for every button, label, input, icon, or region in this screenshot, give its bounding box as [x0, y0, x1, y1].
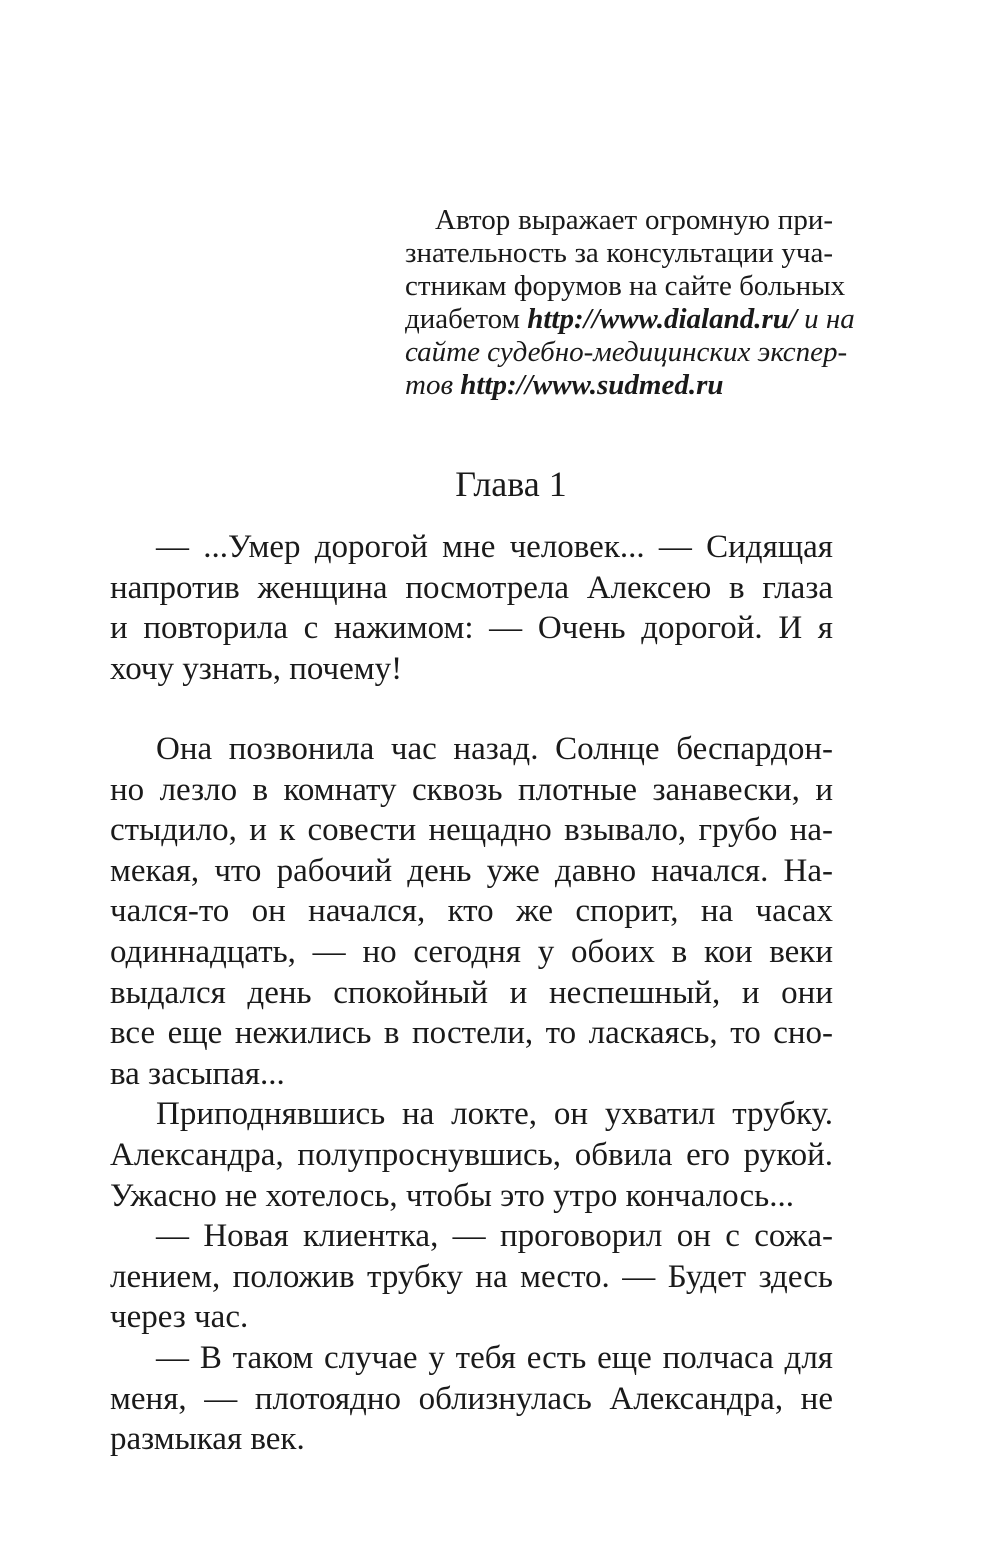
text-line: но лезло в комнату сквозь плотные занавески, и: [110, 771, 833, 808]
acknowledgement-line: стникам форумов на сайте больных: [405, 270, 846, 302]
text-line: — ...Умер дорогой мне человек... — Сидящая: [156, 529, 833, 565]
text-line: хочу узнать, почему!: [110, 650, 403, 687]
text-line: меня, — плотоядно облизнулась Александра, не: [110, 1380, 833, 1417]
paragraph: [110, 1216, 833, 1338]
text-line: — Новая клиентка, — проговорил он с сожа-: [156, 1218, 833, 1255]
paragraph: [110, 1338, 833, 1460]
text-line: и повторила с нажимом: — Очень дорогой. И я: [110, 610, 833, 647]
chapter-title: Глава 1: [455, 464, 567, 504]
acknowledgement-text: тов: [405, 369, 454, 401]
text-line: Приподнявшись на локте, он ухватил трубку.: [156, 1096, 833, 1133]
text-line: лением, положив трубку на место. — Будет здесь: [110, 1258, 833, 1295]
paragraph: [110, 527, 833, 689]
acknowledgement-line: знательность за консультации уча-: [405, 237, 833, 269]
text-line: Она позвонила час назад. Солнце беспардон-: [156, 731, 833, 767]
text-line: мекая, что рабочий день уже давно начался. На-: [110, 852, 833, 889]
text-line: — В таком случае у тебя есть еще полчаса для: [156, 1339, 833, 1376]
text-line: ва засыпая...: [110, 1055, 285, 1092]
dialand-url: http://www.dialand.ru/: [527, 303, 797, 335]
sudmed-url: http://www.sudmed.ru: [460, 369, 724, 401]
acknowledgement-block: [405, 204, 855, 402]
acknowledgement-line: Автор выражает огромную при-: [435, 204, 833, 236]
text-line: чался-то он начался, кто же спорит, на часах: [110, 893, 833, 930]
text-line: напротив женщина посмотрела Алексею в глаза: [110, 569, 833, 606]
acknowledgement-line: [405, 369, 833, 402]
text-line: Александра, полупроснувшись, обвила его рукой.: [110, 1136, 833, 1173]
text-line: одиннадцать, — но сегодня у обоих в кои веки: [110, 933, 833, 970]
acknowledgement-text: диабетом: [405, 303, 520, 335]
text-line: все еще нежились в постели, то ласкаясь, то сно-: [110, 1015, 833, 1052]
text-line: выдался день спокойный и неспешный, и они: [110, 974, 833, 1011]
paragraph: [110, 729, 833, 1094]
text-line: размыкая век.: [110, 1421, 305, 1458]
text-block-dialogue: [110, 527, 833, 689]
acknowledgement-text: и на: [804, 303, 855, 335]
text-line: стыдило, и к совести нещадно взывало, грубо на-: [110, 812, 833, 849]
text-line: Ужасно не хотелось, чтобы это утро кончалось...: [110, 1177, 794, 1214]
text-block-narrative: [110, 729, 833, 1460]
acknowledgement-line: [405, 303, 855, 336]
paragraph: [110, 1094, 833, 1216]
acknowledgement-line: сайте судебно-медицинских экспер-: [405, 336, 848, 368]
text-line: через час.: [110, 1299, 249, 1336]
